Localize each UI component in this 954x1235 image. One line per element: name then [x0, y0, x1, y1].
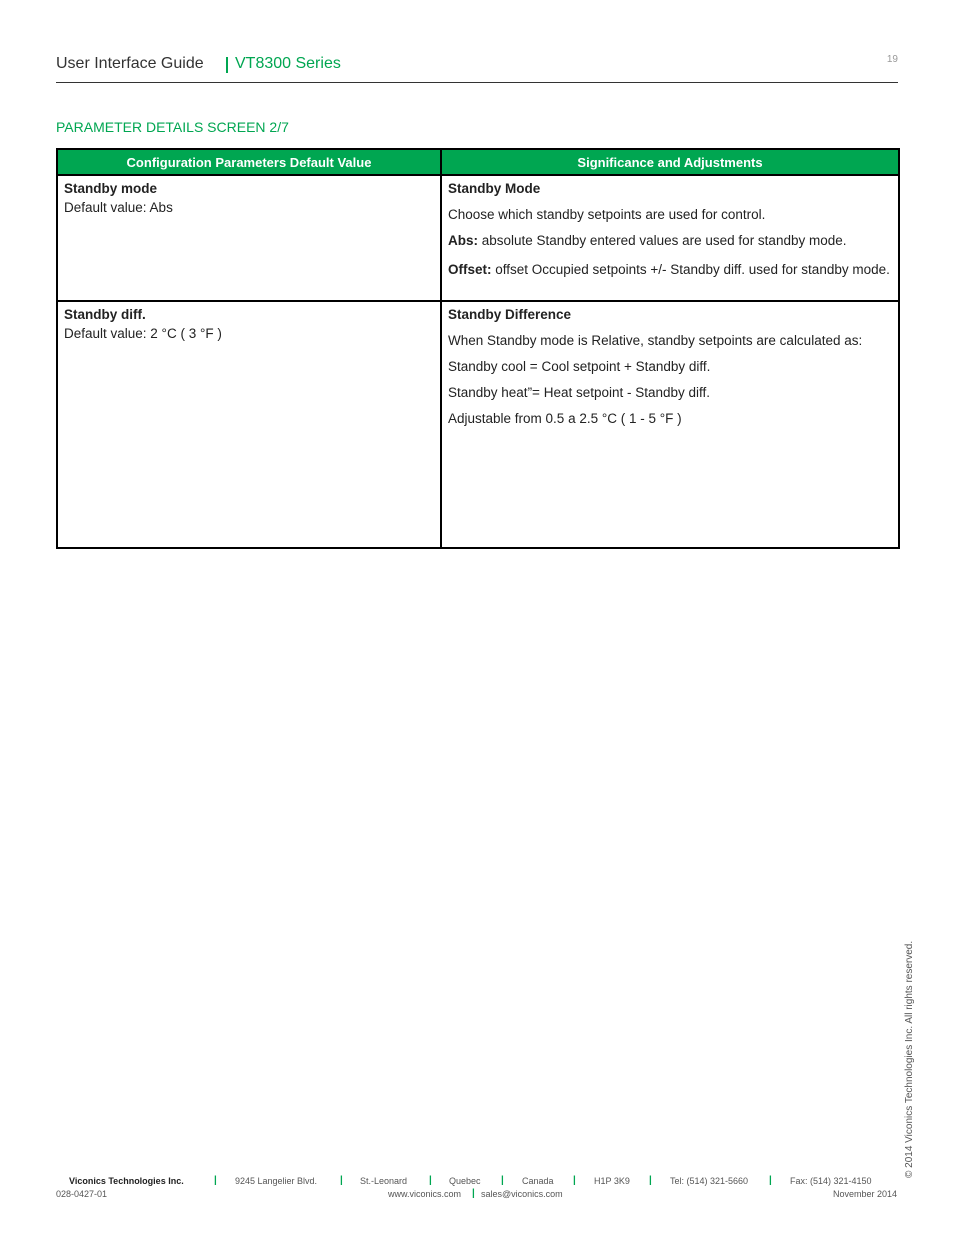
footer-separator: | — [429, 1175, 432, 1186]
footer-fax: Fax: (514) 321-4150 — [790, 1176, 872, 1186]
copyright-notice: © 2014 Viconics Technologies Inc. All rights reserved. — [904, 940, 915, 1178]
parameter-table — [56, 148, 900, 549]
parameter-name: Standby mode — [64, 181, 158, 196]
footer-website-link[interactable]: www.viconics.com — [388, 1189, 462, 1199]
footer-province: Quebec — [449, 1176, 481, 1186]
column-header-significance: Significance and Adjustments — [441, 149, 899, 175]
abs-text: absolute Standby entered values are used for standby mode. — [478, 233, 847, 248]
footer-city: St.-Leonard — [360, 1176, 408, 1186]
footer-doc-number: 028-0427-01 — [56, 1189, 108, 1199]
table-row — [57, 175, 899, 301]
default-value: Default value: 2 °C ( 3 °F ) — [64, 326, 222, 341]
significance-text: Choose which standby setpoints are used for control. — [448, 207, 766, 222]
header-separator — [226, 57, 228, 73]
significance-cell — [441, 301, 899, 548]
parameter-cell — [57, 301, 441, 548]
series-name: VT8300 Series — [235, 55, 341, 72]
default-value: Default value: Abs — [64, 200, 173, 215]
guide-title: User Interface Guide — [56, 55, 204, 72]
footer-separator: | — [649, 1175, 652, 1186]
footer-company: Viconics Technologies Inc. — [69, 1176, 184, 1186]
table-header-row — [57, 149, 899, 175]
significance-title: Standby Difference — [448, 307, 572, 322]
significance-text: Standby heat”= Heat setpoint - Standby diff. — [448, 385, 711, 400]
footer-separator: | — [340, 1175, 343, 1186]
footer-postal-code: H1P 3K9 — [594, 1176, 630, 1186]
footer-separator: | — [472, 1188, 475, 1199]
parameter-name: Standby diff. — [64, 307, 146, 322]
offset-label: Offset: — [448, 262, 492, 277]
footer-country: Canada — [522, 1176, 554, 1186]
header-rule — [56, 82, 898, 83]
abs-option — [448, 231, 892, 250]
significance-title: Standby Mode — [448, 181, 541, 196]
section-title: PARAMETER DETAILS SCREEN 2/7 — [56, 119, 289, 135]
significance-text: Standby cool = Cool setpoint + Standby diff. — [448, 359, 711, 374]
footer-separator: | — [573, 1175, 576, 1186]
footer-date: November 2014 — [832, 1189, 897, 1199]
footer-tel: Tel: (514) 321-5660 — [670, 1176, 749, 1186]
significance-cell — [441, 175, 899, 301]
footer-email-link[interactable]: sales@viconics.com — [481, 1189, 563, 1199]
footer-separator: | — [501, 1175, 504, 1186]
offset-option — [448, 257, 892, 283]
significance-text: Adjustable from 0.5 a 2.5 °C ( 1 - 5 °F ) — [448, 411, 682, 426]
column-header-parameters: Configuration Parameters Default Value — [57, 149, 441, 175]
footer-separator: | — [214, 1175, 217, 1186]
significance-text: When Standby mode is Relative, standby setpoints are calculated as: — [448, 333, 863, 348]
page-number: 19 — [886, 54, 898, 65]
footer-separator: | — [769, 1175, 772, 1186]
footer-address: 9245 Langelier Blvd. — [235, 1176, 318, 1186]
abs-label: Abs: — [448, 233, 478, 248]
offset-text: offset Occupied setpoints +/- Standby diff. used for standby mode. — [491, 262, 890, 277]
table-row — [57, 301, 899, 548]
parameter-cell — [57, 175, 441, 301]
